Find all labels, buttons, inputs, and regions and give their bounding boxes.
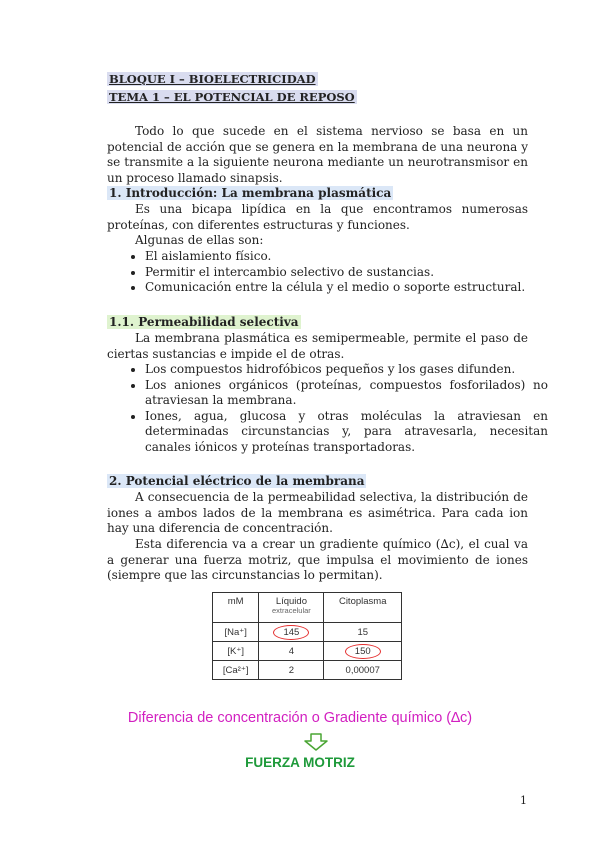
header-cell-mm: mM bbox=[213, 593, 259, 623]
section1-heading: 1. Introducción: La membrana plasmática bbox=[109, 186, 392, 200]
cytoplasm-cell: 15 bbox=[324, 623, 402, 642]
table-row bbox=[213, 642, 402, 661]
list-item: • El aislamiento físico. bbox=[145, 249, 548, 265]
header-cell-liquido bbox=[259, 593, 324, 623]
tema-heading: TEMA 1 – EL POTENCIAL DE REPOSO bbox=[109, 90, 355, 104]
highlight-circle: 145 bbox=[273, 625, 309, 640]
fuerza-motriz-label: FUERZA MOTRIZ bbox=[245, 755, 355, 770]
ion-cell: [K⁺] bbox=[213, 642, 259, 661]
section1-para2: Algunas de ellas son: bbox=[135, 233, 264, 247]
extracellular-cell: 2 bbox=[259, 661, 324, 680]
list-item: • Iones, agua, glucosa y otras moléculas la atraviesan en determinadas circunstancias y, para atravesarla, necesitan canales iónicos y proteínas transportadoras. bbox=[145, 409, 548, 456]
header-cell-liquido-sub: extracelular bbox=[272, 606, 311, 615]
header-cell-citoplasma: Citoplasma bbox=[324, 593, 402, 623]
gradient-caption: Diferencia de concentración o Gradiente químico (∆c) bbox=[127, 710, 473, 726]
list-item: • Comunicación entre la célula y el medio o soporte estructural. bbox=[145, 280, 548, 296]
section2-heading: 2. Potencial eléctrico de la membrana bbox=[109, 474, 365, 488]
section1-bullet-list bbox=[125, 249, 548, 296]
section2-para2: Esta diferencia va a crear un gradiente químico (∆c), el cual va a generar una fuerza motriz, que impulsa el movimiento de iones (siempre que las circunstancias lo permitan). bbox=[107, 537, 528, 582]
list-item: • Los aniones orgánicos (proteínas, compuestos fosforilados) no atraviesan la membrana. bbox=[145, 378, 548, 409]
ion-cell: [Ca²⁺] bbox=[213, 661, 259, 680]
ion-cell: [Na⁺] bbox=[213, 623, 259, 642]
section1-para1: Es una bicapa lipídica en la que encontramos numerosas proteínas, con diferentes estructuras y funciones. bbox=[107, 202, 528, 232]
section11-heading: 1.1. Permeabilidad selectiva bbox=[109, 315, 299, 329]
cytoplasm-cell: 0,00007 bbox=[324, 661, 402, 680]
table-row bbox=[213, 623, 402, 642]
highlight-circle: 150 bbox=[345, 644, 381, 659]
page-number: 1 bbox=[520, 794, 527, 807]
intro-paragraph: Todo lo que sucede en el sistema nervioso se basa en un potencial de acción que se genera en la membrana de una neurona y se transmite a la siguiente neurona mediante un neurotransmisor en un proceso llamado sinapsis. bbox=[107, 124, 528, 185]
list-item: • Los compuestos hidrofóbicos pequeños y los gases difunden. bbox=[145, 362, 548, 378]
section11-para: La membrana plasmática es semipermeable, permite el paso de ciertas sustancias e impide el de otras. bbox=[107, 331, 528, 361]
bloque-heading: BLOQUE I – BIOELECTRICIDAD bbox=[109, 72, 316, 86]
extracellular-cell: 4 bbox=[259, 642, 324, 661]
list-item: • Permitir el intercambio selectivo de sustancias. bbox=[145, 265, 548, 281]
table-header-row bbox=[213, 593, 402, 623]
section11-bullet-list bbox=[125, 362, 548, 455]
ion-concentration-table bbox=[212, 592, 402, 680]
cytoplasm-cell bbox=[324, 642, 402, 661]
down-arrow-icon bbox=[303, 733, 329, 751]
table-row bbox=[213, 661, 402, 680]
header-cell-liquido-label: Líquido bbox=[275, 596, 307, 607]
extracellular-cell bbox=[259, 623, 324, 642]
section2-para1: A consecuencia de la permeabilidad selectiva, la distribución de iones a ambos lados de la membrana es asimétrica. Para cada ion hay una diferencia de concentración. bbox=[107, 490, 528, 535]
